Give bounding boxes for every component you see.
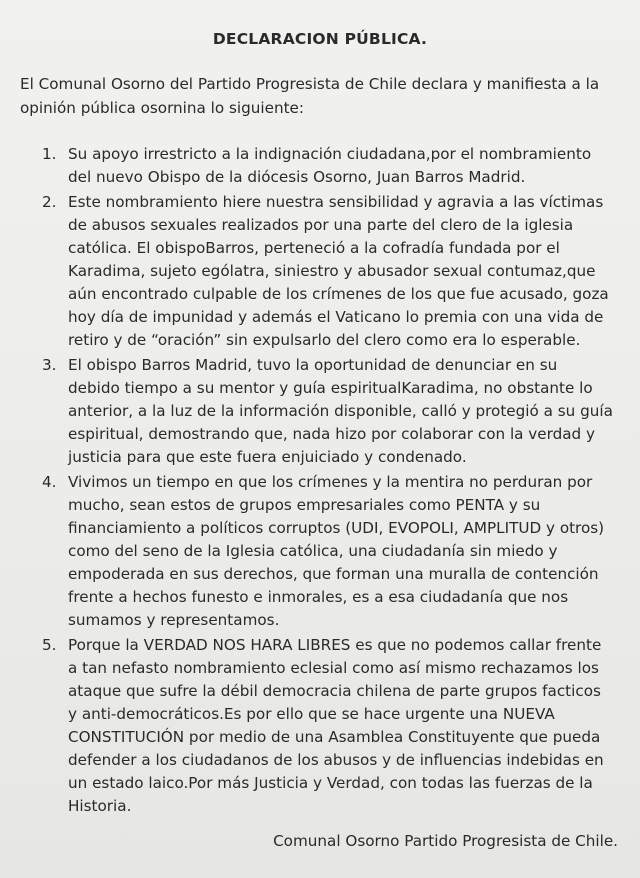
list-item (0, 143, 640, 189)
declaration-list (0, 143, 640, 818)
item-line: hoy día de impunidad y además el Vaticano lo premia con una vida de (68, 308, 604, 326)
item-line: anterior, a la luz de la información disponible, calló y protegió a su guía (68, 402, 613, 420)
item-line: un estado laico.Por más Justicia y Verdad, con todas las fuerzas de la (68, 774, 593, 792)
item-number: 2. (42, 193, 57, 211)
item-text (68, 634, 624, 818)
list-item (0, 191, 640, 352)
item-line: empoderada en sus derechos, que forman una muralla de contención (68, 565, 599, 583)
intro-line: opinión pública osornina lo siguiente: (20, 99, 304, 117)
item-line: como del seno de la Iglesia católica, una ciudadanía sin miedo y (68, 542, 558, 560)
item-number: 3. (42, 356, 57, 374)
item-line: defender a los ciudadanos de los abusos y de influencias indebidas en (68, 751, 604, 769)
item-line: aún encontrado culpable de los crímenes de los que fue acusado, goza (68, 285, 609, 303)
document-title: DECLARACION PÚBLICA. (212, 30, 428, 48)
item-line: espiritual, demostrando que, nada hizo por colaborar con la verdad y (68, 425, 596, 443)
item-text (68, 191, 624, 352)
item-line: Historia. (68, 797, 132, 815)
item-line: Vivimos un tiempo en que los crímenes y la mentira no perduran por (68, 473, 593, 491)
item-line: de abusos sexuales realizados por una parte del clero de la iglesia (68, 216, 574, 234)
item-line: mucho, sean estos de grupos empresariales como PENTA y su (68, 496, 541, 514)
item-line: Karadima, sujeto ególatra, siniestro y abusador sexual contumaz,que (68, 262, 596, 280)
item-line: sumamos y representamos. (68, 611, 280, 629)
item-text (68, 354, 624, 469)
item-line: católica. El obispoBarros, perteneció a la cofradía fundada por el (68, 239, 560, 257)
item-line: Este nombramiento hiere nuestra sensibilidad y agravia a las víctimas (68, 193, 604, 211)
item-number: 5. (42, 636, 57, 654)
signature: Comunal Osorno Partido Progresista de Chile. (273, 832, 618, 850)
item-line: a tan nefasto nombramiento eclesial como así mismo rechazamos los (68, 659, 599, 677)
item-text (68, 143, 624, 189)
item-text (68, 471, 624, 632)
item-line: El obispo Barros Madrid, tuvo la oportunidad de denunciar en su (68, 356, 558, 374)
item-number: 1. (42, 145, 57, 163)
intro-line: El Comunal Osorno del Partido Progresista de Chile declara y manifiesta a la (20, 75, 600, 93)
item-line: retiro y de “oración” sin expulsarlo del clero como era lo esperable. (68, 331, 581, 349)
item-line: CONSTITUCIÓN por medio de una Asamblea Constituyente que pueda (68, 728, 601, 746)
list-item (0, 634, 640, 818)
list-item (0, 354, 640, 469)
item-line: Porque la VERDAD NOS HARA LIBRES es que no podemos callar frente (68, 636, 602, 654)
item-line: debido tiempo a su mentor y guía espiritualKaradima, no obstante lo (68, 379, 593, 397)
item-line: ataque que sufre la débil democracia chilena de parte grupos facticos (68, 682, 601, 700)
item-line: justicia para que este fuera enjuiciado y condenado. (68, 448, 467, 466)
item-line: del nuevo Obispo de la diócesis Osorno, Juan Barros Madrid. (68, 168, 526, 186)
item-line: frente a hechos funesto e inmorales, es a esa ciudadanía que nos (68, 588, 569, 606)
intro-paragraph (20, 72, 625, 120)
list-item (0, 471, 640, 632)
item-line: Su apoyo irrestricto a la indignación ciudadana,por el nombramiento (68, 145, 592, 163)
item-line: financiamiento a políticos corruptos (UDI, EVOPOLI, AMPLITUD y otros) (68, 519, 605, 537)
item-number: 4. (42, 473, 57, 491)
item-line: y anti-democráticos.Es por ello que se hace urgente una NUEVA (68, 705, 555, 723)
